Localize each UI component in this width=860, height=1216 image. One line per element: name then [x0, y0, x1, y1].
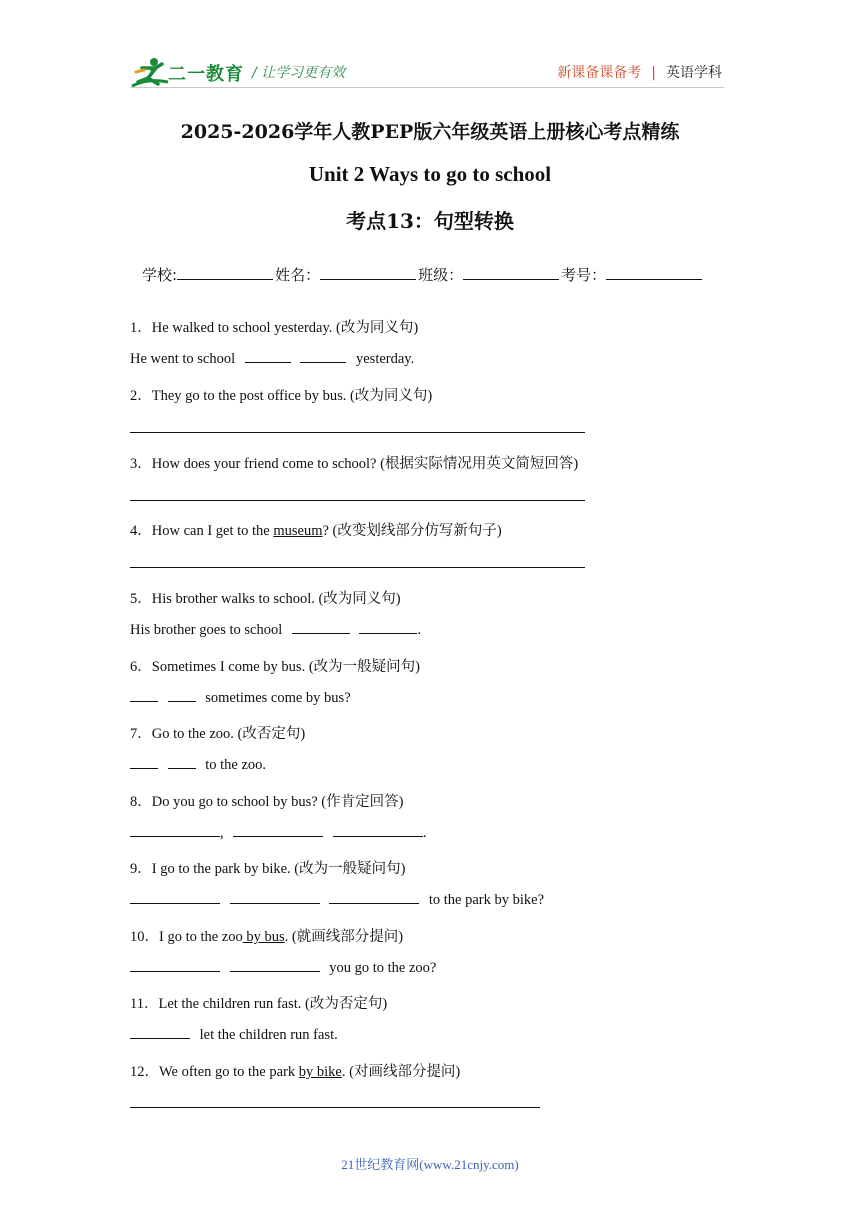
answer-7 — [130, 756, 266, 774]
answer-line[interactable] — [130, 1107, 540, 1108]
header-separator: | — [651, 65, 656, 81]
answer-11-suffix: let the children run fast. — [199, 1027, 338, 1043]
header-course: 新课备课备考 — [557, 65, 642, 81]
answer-8-end: . — [422, 825, 427, 841]
name-blank[interactable] — [320, 265, 416, 280]
slogan: / 让学习更有效 — [252, 65, 346, 81]
answer-9-suffix: to the park by bike? — [428, 892, 545, 908]
answer-line[interactable] — [130, 500, 585, 501]
answer-10-suffix: you go to the zoo? — [329, 960, 437, 976]
document-title: 2025-2026学年人教PEP版六年级英语上册核心考点精练 — [180, 121, 680, 143]
answer-blank[interactable] — [130, 891, 220, 904]
student-info — [142, 264, 704, 285]
logo-text: 二一教育 — [168, 64, 244, 85]
answer-blank[interactable] — [130, 959, 220, 972]
question-12-prefix: 12．We often go to the park — [130, 1064, 299, 1080]
answer-blank[interactable] — [230, 891, 320, 904]
answer-8 — [130, 824, 427, 842]
question-4 — [130, 519, 502, 540]
answer-blank[interactable] — [329, 891, 419, 904]
answer-line[interactable] — [130, 567, 585, 568]
answer-1-prefix: He went to school — [130, 351, 236, 367]
answer-5-prefix: His brother goes to school — [130, 622, 283, 638]
question-7: 7．Go to the zoo. (改否定句) — [130, 726, 306, 742]
number-label: 考号： — [561, 266, 607, 284]
footer-source: 21世纪教育网(www.21cnjy.com) — [341, 1157, 519, 1172]
question-11: 11．Let the children run fast. (改为否定句) — [130, 996, 388, 1012]
answer-7-suffix: to the zoo. — [205, 757, 267, 773]
question-9: 9．I go to the park by bike. (改为一般疑问句) — [130, 861, 406, 877]
answer-blank[interactable] — [168, 689, 196, 702]
answer-blank[interactable] — [292, 621, 350, 634]
answer-6-suffix: sometimes come by bus? — [205, 690, 351, 706]
answer-10 — [130, 959, 436, 977]
answer-blank[interactable] — [359, 621, 417, 634]
answer-blank[interactable] — [333, 824, 423, 837]
school-blank[interactable] — [177, 265, 273, 280]
question-4-suffix: ? (改变划线部分仿写新句子) — [322, 523, 502, 539]
question-8: 8．Do you go to school by bus? (作肯定回答) — [130, 794, 404, 810]
number-blank[interactable] — [606, 265, 702, 280]
question-4-prefix: 4．How can I get to the — [130, 523, 274, 539]
question-10-suffix: . (就画线部分提问) — [284, 929, 404, 945]
answer-blank[interactable] — [230, 959, 320, 972]
answer-blank[interactable] — [130, 689, 158, 702]
answer-line[interactable] — [130, 432, 585, 433]
question-1: 1．He walked to school yesterday. (改为同义句) — [130, 320, 419, 336]
answer-blank[interactable] — [168, 756, 196, 769]
school-label: 学校: — [142, 266, 178, 284]
class-blank[interactable] — [463, 265, 559, 280]
question-12 — [130, 1060, 460, 1081]
answer-9 — [130, 891, 544, 909]
name-label: 姓名： — [275, 266, 321, 284]
answer-1-suffix: yesterday. — [355, 351, 415, 367]
question-5: 5．His brother walks to school. (改为同义句) — [130, 591, 401, 607]
answer-6 — [130, 689, 351, 707]
answer-5 — [130, 621, 421, 639]
question-10 — [130, 925, 403, 946]
answer-blank[interactable] — [245, 350, 291, 363]
answer-11 — [130, 1026, 338, 1044]
answer-blank[interactable] — [130, 756, 158, 769]
question-12-underlined: by bike — [298, 1064, 342, 1080]
answer-5-suffix: . — [417, 622, 422, 638]
question-10-underlined: by bus — [242, 929, 285, 945]
question-12-suffix: . (对画线部分提问) — [341, 1064, 461, 1080]
header-subject — [557, 62, 722, 82]
question-10-prefix: 10．I go to the zoo — [130, 929, 243, 945]
answer-8-comma: , — [220, 825, 224, 841]
page-header — [0, 0, 860, 100]
answer-blank[interactable] — [130, 1026, 190, 1039]
question-3: 3．How does your friend come to school? (根据实际情况用英文简短回答) — [130, 456, 579, 472]
answer-blank[interactable] — [233, 824, 323, 837]
class-label: 班级： — [418, 266, 464, 284]
question-6: 6．Sometimes I come by bus. (改为一般疑问句) — [130, 659, 420, 675]
header-divider — [130, 87, 724, 88]
topic-title: 考点13：句型转换 — [346, 209, 514, 233]
header-subject-label: 英语学科 — [666, 65, 722, 81]
question-4-underlined: museum — [273, 523, 323, 539]
unit-title: Unit 2 Ways to go to school — [308, 162, 552, 186]
answer-1 — [130, 350, 414, 368]
answer-blank[interactable] — [300, 350, 346, 363]
question-2: 2．They go to the post office by bus. (改为同义句) — [130, 388, 433, 404]
answer-blank[interactable] — [130, 824, 220, 837]
